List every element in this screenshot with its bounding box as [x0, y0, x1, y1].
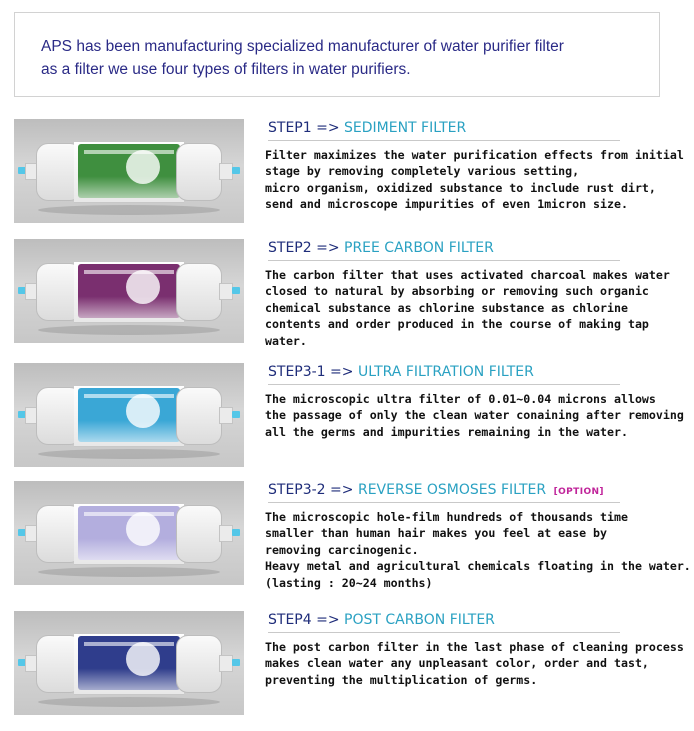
step-number: STEP3-2 => [268, 482, 354, 498]
step-title [268, 119, 620, 141]
desc-line: stage by removing completely various setting, [265, 164, 580, 179]
step-name: POST CARBON FILTER [344, 612, 495, 628]
step-number: STEP4 => [268, 612, 340, 628]
option-tag: [OPTION] [553, 487, 604, 497]
step-description [265, 391, 684, 440]
step-description [265, 267, 670, 349]
desc-line: micro organism, oxidized substance to include rust dirt, [265, 180, 656, 195]
desc-line: the passage of only the clean water conaining after removing [265, 408, 684, 423]
desc-line: chemical substance as chlorine substance as chlorine [265, 300, 628, 315]
step-title [268, 239, 620, 261]
step-number: STEP1 => [268, 120, 340, 136]
step-description [265, 509, 691, 591]
ultra-filtration-filter-image [14, 363, 244, 467]
desc-line: Heavy metal and agricultural chemicals floating in the water. [265, 559, 691, 574]
desc-line: water. [265, 333, 307, 348]
step-number: STEP2 => [268, 240, 340, 256]
desc-line: smaller than human hair makes you feel at ease by [265, 526, 608, 541]
step-title [268, 611, 620, 633]
step-name: SEDIMENT FILTER [344, 120, 467, 136]
desc-line: preventing the multiplication of germs. [265, 672, 538, 687]
pre-carbon-filter-image [14, 239, 244, 343]
step-number: STEP3-1 => [268, 364, 354, 380]
step-description [265, 639, 684, 688]
desc-line: The microscopic hole-film hundreds of thousands time [265, 510, 628, 524]
reverse-osmosis-filter-image [14, 481, 244, 585]
step-name: ULTRA FILTRATION FILTER [357, 364, 534, 380]
desc-line: The carbon filter that uses activated charcoal makes water [265, 268, 670, 282]
sediment-filter-image [14, 119, 244, 223]
step-description [265, 147, 684, 213]
step-title [268, 363, 620, 385]
desc-line: Filter maximizes the water purification effects from initial [265, 148, 684, 162]
step-name: REVERSE OSMOSES FILTER [357, 482, 547, 498]
desc-line: The microscopic ultra filter of 0.01~0.04 microns allows [265, 392, 656, 406]
intro-box [14, 12, 660, 97]
desc-line: makes clean water any unpleasant color, order and tast, [265, 656, 649, 671]
desc-line: (lasting : 20~24 months) [265, 575, 433, 590]
intro-line-2: as a filter we use four types of filters in water purifiers. [41, 61, 411, 78]
step-title [268, 481, 620, 503]
desc-line: closed to natural by absorbing or removing such organic [265, 284, 649, 299]
desc-line: send and microscope impurities of even 1micron size. [265, 197, 628, 212]
post-carbon-filter-image [14, 611, 244, 715]
step-name: PREE CARBON FILTER [344, 240, 494, 256]
desc-line: contents and order produced in the course of making tap [265, 317, 649, 332]
desc-line: removing carcinogenic. [265, 542, 419, 557]
desc-line: The post carbon filter in the last phase of cleaning process [265, 640, 684, 654]
desc-line: all the germs and impurities remaining in the water. [265, 424, 628, 439]
intro-line-1: APS has been manufacturing specialized manufacturer of water purifier filter [41, 38, 564, 55]
